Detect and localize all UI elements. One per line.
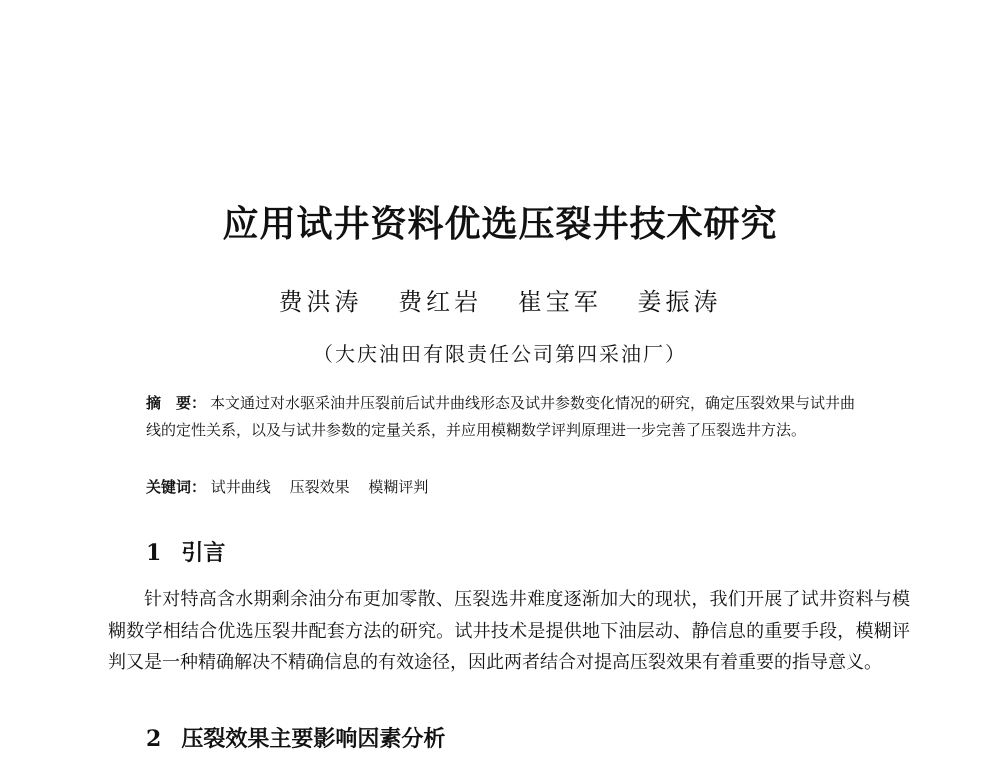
section-number: 1 (146, 540, 162, 566)
abstract (146, 390, 862, 444)
author-name: 崔宝军 (517, 288, 602, 316)
author-name: 姜振涛 (637, 288, 722, 316)
abstract-text: 本文通过对水驱采油井压裂前后试井曲线形态及试井参数变化情况的研究，确定压裂效果与试井曲线的定性关系，以及与试井参数的定量关系，并应用模糊数学评判原理进一步完善了压裂选井方法。 (146, 394, 856, 439)
section-body: 针对特高含水期剩余油分布更加零散、压裂选井难度逐渐加大的现状，我们开展了试井资料与模糊数学相结合优选压裂井配套方法的研究。试井技术是提供地下油层动、静信息的重要手段，模糊评判又是一种精确解决不精确信息的有效途径，因此两者结合对提高压裂效果有着重要的指导意义。 (108, 589, 910, 673)
author-name: 费洪涛 (278, 288, 363, 316)
author-list (0, 282, 1000, 317)
abstract-label: 摘 要： (146, 394, 207, 412)
section-heading (146, 722, 445, 753)
section-title: 引言 (181, 541, 226, 566)
keywords-label: 关键词： (146, 478, 207, 496)
section-title: 压裂效果主要影响因素分析 (181, 727, 446, 752)
keyword: 压裂效果 (289, 478, 350, 496)
section-heading (146, 536, 225, 567)
author-name: 费红岩 (398, 288, 483, 316)
keywords (146, 474, 862, 501)
keyword: 模糊评判 (368, 478, 429, 496)
section-number: 2 (146, 726, 162, 752)
keyword: 试井曲线 (210, 478, 271, 496)
affiliation: （大庆油田有限责任公司第四采油厂） (313, 342, 687, 366)
paper-title: 应用试井资料优选压裂井技术研究 (222, 203, 778, 245)
